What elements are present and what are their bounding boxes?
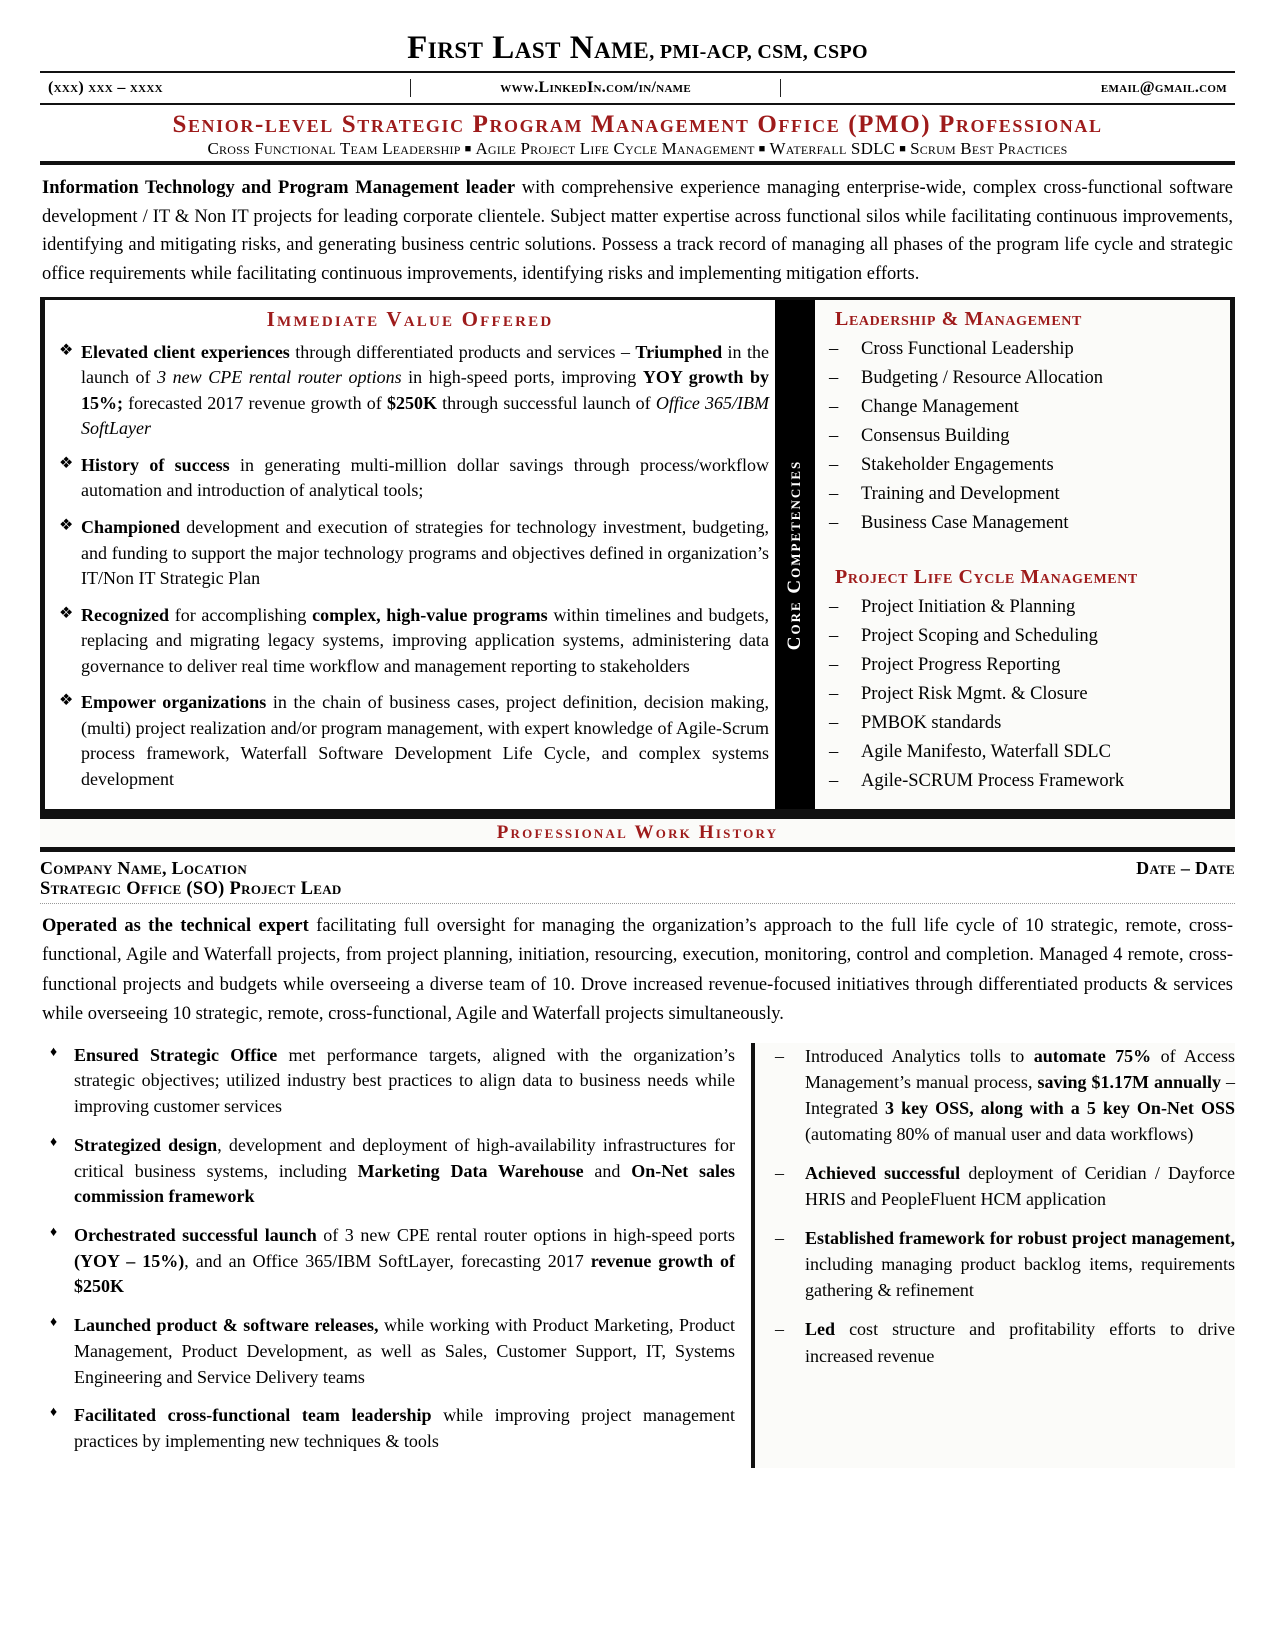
competency-item — [825, 509, 1224, 538]
competency-item — [825, 680, 1224, 709]
name-header — [40, 0, 1235, 71]
work-history-title: Professional Work History — [496, 822, 779, 844]
immediate-value-item-text: Elevated client experiences through differentiated products and services – Triumphed in the launch of 3 new CPE rental router options in high-speed ports, improving YOY growth by 15%; forecasted 2017 revenue growth of $250K through successful launch of Office 365/IBM SoftLayer — [81, 341, 770, 439]
professional-summary — [40, 165, 1235, 300]
competency-item — [825, 767, 1224, 796]
work-history-header — [40, 814, 1235, 852]
job-summary-body: facilitating full oversight for managing the organization’s approach to the full life cycle of 10 strategic, remote, cross-functional, Agile and Waterfall projects, from project planning, initiation, resourcing, execution, monitoring, control and completion. Managed 4 remote, cross-functional projects and budgets while overseeing a diverse team of 10. Drove increased revenue-focused initiatives through differentiated products & services while overseeing 10 strategic, remote, cross-functional, Agile and Waterfall projects simultaneously. — [42, 916, 1234, 1024]
achievement-left-item-text: Ensured Strategic Office met performance targets, aligned with the organization’s strategic objectives; utilized industry best practices to align data to business needs while improving customer services — [74, 1044, 736, 1117]
dash-bullet-icon: – — [829, 396, 839, 417]
contact-bar — [40, 71, 1235, 105]
immediate-value-item-text: Championed development and execution of strategies for technology investment, budgeting, and funding to support the major technology programs and objectives defined in organization’s IT/Non IT Strategic Plan — [81, 516, 769, 589]
competency-item-label: Project Progress Reporting — [861, 654, 1061, 675]
diamond-bullet-icon: ♦ — [50, 1405, 58, 1421]
dash-bullet-icon: – — [829, 483, 839, 504]
employment-dates: Date – Date — [1136, 858, 1235, 879]
candidate-credentials: , PMI-ACP, CSM, CSPO — [649, 41, 868, 63]
specialty-1: Cross Functional Team Leadership — [207, 139, 461, 158]
dash-bullet-icon: – — [829, 454, 839, 475]
core-competencies-column — [815, 300, 1235, 810]
competency-item-label: Consensus Building — [861, 425, 1010, 446]
diamond-bullet-icon: ❖ — [59, 516, 74, 534]
candidate-name: First Last Name — [407, 30, 650, 66]
immediate-value-item — [51, 603, 769, 680]
contact-linkedin[interactable]: www.LinkedIn.com/in/name — [410, 79, 780, 97]
competency-item — [825, 709, 1224, 738]
competency-item-label: Budgeting / Resource Allocation — [861, 367, 1103, 388]
dash-bullet-icon: – — [775, 1319, 784, 1340]
achievement-right-item-text: Led cost structure and profitability efforts to drive increased revenue — [805, 1319, 1235, 1366]
specialty-4: Scrum Best Practices — [910, 139, 1068, 158]
immediate-value-item — [51, 690, 769, 792]
dash-bullet-icon: – — [829, 596, 839, 617]
immediate-value-column — [40, 300, 775, 810]
competency-item-label: Business Case Management — [861, 512, 1069, 533]
competency-item — [825, 738, 1224, 767]
job-header-row — [40, 852, 1235, 879]
achievement-left-item — [40, 1133, 735, 1210]
immediate-value-item-text: Recognized for accomplishing complex, high-value programs within timelines and budgets, replacing and migrating legacy systems, improving application systems, administering data governance to deliver real time workflow and management reporting to stakeholders — [81, 604, 770, 676]
summary-body: with comprehensive experience managing enterprise-wide, complex cross-functional software development / IT & Non IT projects for leading corporate clientele. Subject matter expertise across functional silos while facilitating continuous improvements, identifying and mitigating risks, and generating business centric solutions. Possess a track record of managing all phases of the program life cycle and strategic office requirements while facilitating continuous improvements, identifying risks and implementing mitigation efforts. — [42, 178, 1233, 285]
specialties-line — [40, 139, 1235, 159]
achievement-left-item-text: Launched product & software releases, while working with Product Marketing, Product Management, Product Development, as well as Sales, Customer Support, IT, Systems Engineering and Service Delivery teams — [74, 1315, 735, 1387]
dash-bullet-icon: – — [829, 742, 839, 763]
achievement-left-item-text: Facilitated cross-functional team leadership while improving project management practices by implementing new techniques & tools — [74, 1405, 735, 1452]
competency-item — [825, 364, 1224, 393]
separator-icon: ■ — [899, 143, 907, 155]
competency-item — [825, 393, 1224, 422]
competency-item — [825, 451, 1224, 480]
achievements-section — [40, 1033, 1235, 1468]
job-summary-lead: Operated as the technical expert — [42, 916, 309, 937]
competency-group-title: Project Life Cycle Management — [835, 565, 1138, 588]
achievement-left-item — [40, 1403, 735, 1454]
dash-bullet-icon: – — [829, 713, 839, 734]
competency-item — [825, 480, 1224, 509]
diamond-bullet-icon: ❖ — [59, 692, 74, 710]
achievement-left-item — [40, 1223, 735, 1300]
diamond-bullet-icon: ♦ — [50, 1224, 58, 1240]
competency-item-label: PMBOK standards — [861, 713, 1002, 734]
competency-item-label: Agile Manifesto, Waterfall SDLC — [861, 742, 1111, 763]
competency-item-label: Agile-SCRUM Process Framework — [861, 771, 1125, 792]
competency-item-label: Training and Development — [861, 483, 1060, 504]
competency-item-label: Project Initiation & Planning — [861, 596, 1076, 617]
competency-item-label: Cross Functional Leadership — [861, 338, 1074, 359]
dash-bullet-icon: – — [775, 1228, 784, 1249]
specialty-3: Waterfall SDLC — [769, 139, 896, 158]
competency-list — [825, 593, 1224, 796]
immediate-value-item-text: Empower organizations in the chain of business cases, project definition, decision making, (multi) project realization and/or program management, with expert knowledge of Agile-Scrum process framework, Waterfall Software Development Life Cycle, and complex systems development — [81, 692, 769, 789]
achievement-right-item — [775, 1043, 1235, 1147]
separator-icon: ■ — [464, 143, 472, 155]
diamond-bullet-icon: ❖ — [59, 604, 74, 622]
diamond-bullet-icon: ❖ — [59, 454, 74, 472]
separator-icon: ■ — [758, 143, 766, 155]
achievements-left-list — [40, 1043, 735, 1455]
dash-bullet-icon: – — [829, 512, 839, 533]
dash-bullet-icon: – — [829, 625, 839, 646]
achievement-right-item-text: Achieved successful deployment of Ceridian / Dayforce HRIS and PeopleFluent HCM application — [805, 1162, 1235, 1210]
contact-email[interactable]: email@gmail.com — [1100, 79, 1227, 96]
professional-headline: Senior-level Strategic Program Management Office (PMO) Professional — [172, 111, 1103, 138]
dash-bullet-icon: – — [829, 771, 839, 792]
job-title: Strategic Office (SO) Project Lead — [40, 879, 1235, 904]
competency-item — [825, 593, 1224, 622]
dash-bullet-icon: – — [829, 338, 839, 359]
dash-bullet-icon: – — [829, 684, 839, 704]
achievement-left-item-text: Strategized design, development and deployment of high-availability infrastructures for critical business systems, including Marketing Data Warehouse and On-Net sales commission framework — [74, 1134, 736, 1207]
competency-group-title: Leadership & Management — [835, 307, 1082, 330]
competency-item-label: Change Management — [861, 396, 1019, 417]
achievement-right-item — [775, 1160, 1235, 1212]
competency-item — [825, 622, 1224, 651]
competency-item — [825, 422, 1224, 451]
achievement-right-item-text: Introduced Analytics tolls to automate 75% of Access Management’s manual process, saving $1.17M annually – Integrated 3 key OSS, along with a 5 key On-Net OSS (automating 80% of manual user and data workflows) — [805, 1045, 1236, 1144]
achievements-right-list — [775, 1043, 1235, 1369]
immediate-value-item — [51, 515, 769, 592]
achievement-right-item — [775, 1225, 1235, 1303]
immediate-value-item-text: History of success in generating multi-million dollar savings through process/workflow automation and introduction of analytical tools; — [81, 454, 769, 501]
diamond-bullet-icon: ❖ — [59, 341, 74, 359]
achievement-left-item-text: Orchestrated successful launch of 3 new CPE rental router options in high-speed ports (YOY – 15%), and an Office 365/IBM SoftLayer, forecasting 2017 revenue growth of $250K — [74, 1224, 735, 1297]
page-content — [40, 0, 1235, 1468]
specialty-2: Agile Project Life Cycle Management — [475, 139, 755, 158]
dash-bullet-icon: – — [829, 654, 839, 675]
competency-list — [825, 335, 1224, 538]
diamond-bullet-icon: ♦ — [50, 1315, 58, 1331]
immediate-value-item — [51, 340, 769, 442]
company-name: Company Name, Location — [40, 858, 248, 879]
title-block — [40, 105, 1235, 165]
job-summary — [40, 904, 1235, 1032]
immediate-value-item — [51, 453, 769, 504]
contact-phone: (xxx) xxx – xxxx — [48, 79, 163, 96]
immediate-value-title: Immediate Value Offered — [266, 306, 554, 331]
achievement-left-item — [40, 1313, 735, 1390]
achievement-left-item — [40, 1043, 735, 1120]
core-section — [40, 300, 1235, 815]
competency-item-label: Project Scoping and Scheduling — [861, 625, 1098, 646]
core-competencies-band — [775, 300, 815, 810]
competency-item — [825, 335, 1224, 364]
diamond-bullet-icon: ♦ — [50, 1134, 58, 1150]
competency-item — [825, 651, 1224, 680]
dash-bullet-icon: – — [775, 1045, 784, 1066]
achievement-right-item — [775, 1316, 1235, 1368]
dash-bullet-icon: – — [829, 425, 839, 446]
achievement-right-item-text: Established framework for robust project management, including managing product backlog items, requirements gathering & refinement — [805, 1228, 1235, 1301]
dash-bullet-icon: – — [829, 367, 839, 388]
dash-bullet-icon: – — [775, 1162, 784, 1183]
achievements-right-column — [755, 1043, 1235, 1468]
immediate-value-list — [51, 340, 769, 793]
competency-item-label: Stakeholder Engagements — [861, 454, 1054, 475]
diamond-bullet-icon: ♦ — [50, 1044, 58, 1060]
achievements-left-column — [40, 1043, 755, 1468]
core-competencies-band-label: Core Competencies — [784, 459, 805, 650]
competency-item-label: Project Risk Mgmt. & Closure — [861, 684, 1088, 704]
summary-lead: Information Technology and Program Management leader — [42, 178, 516, 198]
